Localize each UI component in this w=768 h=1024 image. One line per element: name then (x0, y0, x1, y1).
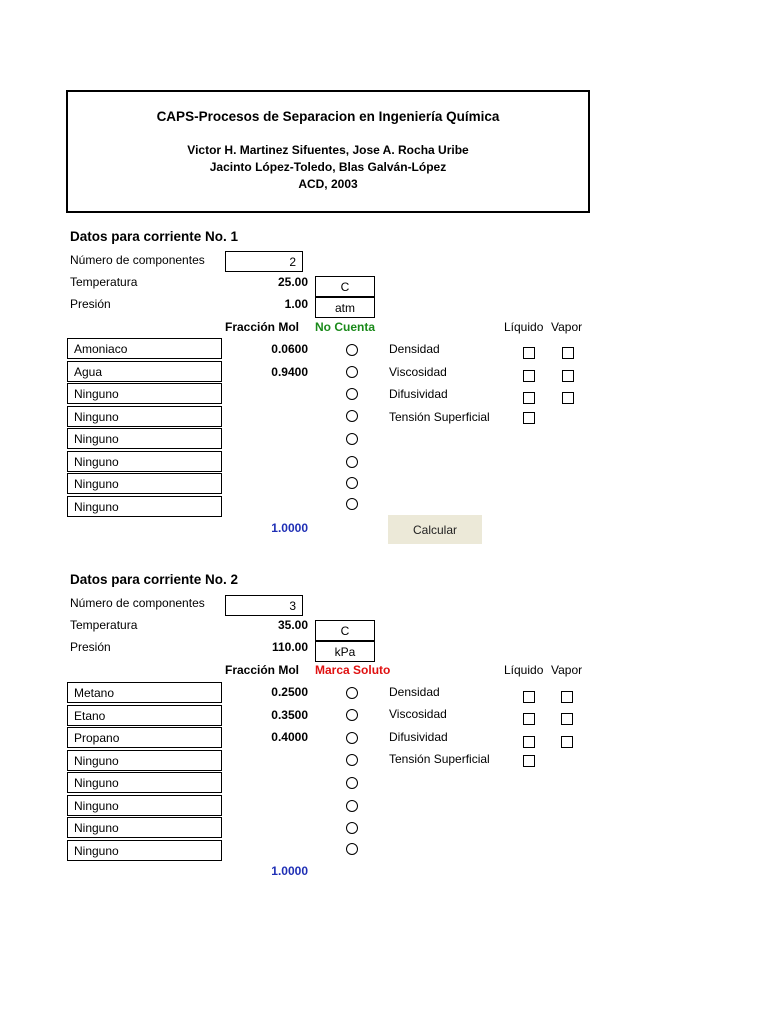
stream1-temperature-value[interactable]: 25.00 (277, 275, 308, 289)
stream2-radio-2[interactable] (346, 709, 358, 721)
authors-line-1: Victor H. Martinez Sifuentes, Jose A. Rocha Uribe (187, 143, 469, 157)
stream1-radio-6[interactable] (346, 456, 358, 468)
calcular-button[interactable]: Calcular (388, 515, 482, 544)
stream2-tension-liquid-checkbox[interactable] (523, 755, 535, 767)
stream1-fraction-header: Fracción Mol (225, 320, 300, 334)
stream2-densidad-liquid-checkbox[interactable] (523, 691, 535, 703)
stream2-pressure-label: Presión (70, 640, 111, 654)
stream2-component-6[interactable]: Ninguno (67, 795, 222, 816)
stream2-difusividad-liquid-checkbox[interactable] (523, 736, 535, 748)
stream1-densidad-vapor-checkbox[interactable] (562, 347, 574, 359)
stream1-radio-1[interactable] (346, 344, 358, 356)
stream1-component-7[interactable]: Ninguno (67, 473, 222, 494)
stream1-difusividad-vapor-checkbox[interactable] (562, 392, 574, 404)
stream1-pressure-label: Presión (70, 297, 111, 311)
stream2-component-8[interactable]: Ninguno (67, 840, 222, 861)
stream1-prop-densidad: Densidad (389, 342, 440, 356)
stream2-densidad-vapor-checkbox[interactable] (561, 691, 573, 703)
stream2-radio-1[interactable] (346, 687, 358, 699)
stream1-component-4[interactable]: Ninguno (67, 406, 222, 427)
stream2-component-5[interactable]: Ninguno (67, 772, 222, 793)
stream2-component-4[interactable]: Ninguno (67, 750, 222, 771)
stream1-pressure-value[interactable]: 1.00 (284, 297, 308, 311)
app-title: CAPS-Procesos de Separacion en Ingeniería Química (156, 109, 500, 124)
stream2-num-components-input[interactable]: 3 (225, 595, 303, 616)
stream2-pressure-unit[interactable]: kPa (315, 641, 375, 662)
stream1-radio-5[interactable] (346, 433, 358, 445)
stream1-radio-8[interactable] (346, 498, 358, 510)
stream2-component-3[interactable]: Propano (67, 727, 222, 748)
stream2-radio-6[interactable] (346, 800, 358, 812)
stream1-radio-2[interactable] (346, 366, 358, 378)
stream1-densidad-liquid-checkbox[interactable] (523, 347, 535, 359)
stream1-total: 1.0000 (271, 521, 308, 535)
stream1-difusividad-liquid-checkbox[interactable] (523, 392, 535, 404)
stream1-component-1[interactable]: Amoniaco (67, 338, 222, 359)
stream2-liquid-header: Líquido (504, 663, 544, 677)
stream2-radio-8[interactable] (346, 843, 358, 855)
stream2-marca-soluto-header: Marca Soluto (315, 663, 391, 677)
stream2-temperature-label: Temperatura (70, 618, 138, 632)
stream1-vapor-header: Vapor (551, 320, 583, 334)
stream2-prop-difusividad: Difusividad (389, 730, 448, 744)
stream2-title: Datos para corriente No. 2 (70, 572, 239, 587)
stream1-title: Datos para corriente No. 1 (70, 229, 239, 244)
stream1-tension-liquid-checkbox[interactable] (523, 412, 535, 424)
stream1-radio-4[interactable] (346, 410, 358, 422)
stream1-fraction-2[interactable]: 0.9400 (271, 365, 308, 379)
stream1-num-components-input[interactable]: 2 (225, 251, 303, 272)
stream1-prop-difusividad: Difusividad (389, 387, 448, 401)
stream1-pressure-unit[interactable]: atm (315, 297, 375, 318)
stream1-temperature-label: Temperatura (70, 275, 138, 289)
stream1-component-3[interactable]: Ninguno (67, 383, 222, 404)
stream1-component-5[interactable]: Ninguno (67, 428, 222, 449)
stream2-component-2[interactable]: Etano (67, 705, 222, 726)
stream1-radio-3[interactable] (346, 388, 358, 400)
stream2-prop-densidad: Densidad (389, 685, 440, 699)
stream2-fraction-1[interactable]: 0.2500 (271, 685, 308, 699)
stream1-num-components-label: Número de componentes (70, 253, 205, 267)
stream2-radio-7[interactable] (346, 822, 358, 834)
stream1-radio-7[interactable] (346, 477, 358, 489)
stream2-temperature-value[interactable]: 35.00 (277, 618, 308, 632)
stream2-vapor-header: Vapor (551, 663, 583, 677)
stream2-fraction-2[interactable]: 0.3500 (271, 708, 308, 722)
stream1-component-2[interactable]: Agua (67, 361, 222, 382)
stream1-component-8[interactable]: Ninguno (67, 496, 222, 517)
stream2-component-7[interactable]: Ninguno (67, 817, 222, 838)
stream2-viscosidad-liquid-checkbox[interactable] (523, 713, 535, 725)
authors-line-2: Jacinto López-Toledo, Blas Galván-López (209, 160, 447, 174)
edition-line: ACD, 2003 (298, 177, 358, 191)
stream1-temperature-unit[interactable]: C (315, 276, 375, 297)
stream2-radio-3[interactable] (346, 732, 358, 744)
stream2-prop-tension: Tensión Superficial (389, 752, 490, 766)
stream2-component-1[interactable]: Metano (67, 682, 222, 703)
stream1-no-cuenta-header: No Cuenta (315, 320, 375, 334)
stream2-num-components-label: Número de componentes (70, 596, 205, 610)
stream1-prop-tension: Tensión Superficial (389, 410, 490, 424)
stream2-difusividad-vapor-checkbox[interactable] (561, 736, 573, 748)
stream1-fraction-1[interactable]: 0.0600 (271, 342, 308, 356)
stream2-fraction-3[interactable]: 0.4000 (271, 730, 308, 744)
stream1-liquid-header: Líquido (504, 320, 544, 334)
stream2-viscosidad-vapor-checkbox[interactable] (561, 713, 573, 725)
stream2-prop-viscosidad: Viscosidad (389, 707, 447, 721)
stream2-temperature-unit[interactable]: C (315, 620, 375, 641)
stream2-total: 1.0000 (271, 864, 308, 878)
stream2-radio-5[interactable] (346, 777, 358, 789)
stream2-fraction-header: Fracción Mol (225, 663, 300, 677)
stream1-component-6[interactable]: Ninguno (67, 451, 222, 472)
stream1-viscosidad-vapor-checkbox[interactable] (562, 370, 574, 382)
stream2-pressure-value[interactable]: 110.00 (271, 640, 308, 654)
stream1-viscosidad-liquid-checkbox[interactable] (523, 370, 535, 382)
stream1-prop-viscosidad: Viscosidad (389, 365, 447, 379)
stream2-radio-4[interactable] (346, 754, 358, 766)
